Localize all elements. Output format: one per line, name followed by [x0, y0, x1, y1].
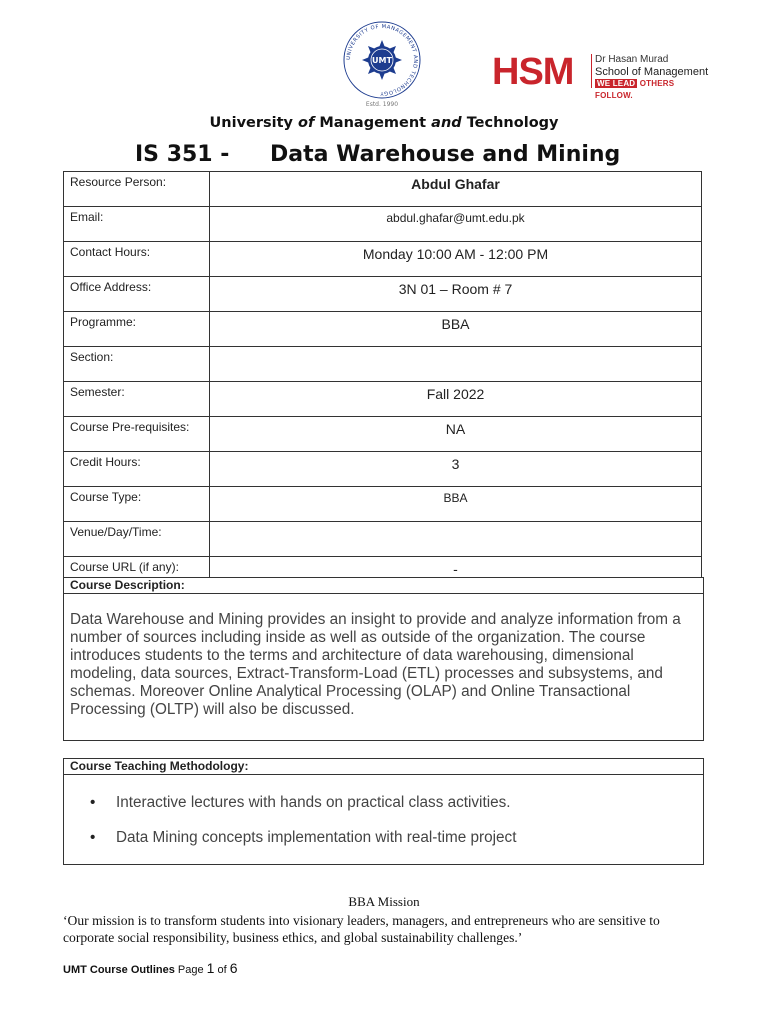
hsm-line1: Dr Hasan Murad — [595, 54, 669, 65]
methodology-item-text: Interactive lectures with hands on practical class activities. — [116, 794, 511, 811]
university-name — [0, 115, 768, 131]
table-row — [64, 172, 702, 207]
office-address-label: Office Address: — [64, 277, 210, 312]
mission-title: BBA Mission — [348, 894, 420, 909]
footer-page-word: Page — [174, 964, 207, 976]
hsm-tagline-lead: WE LEAD — [597, 79, 636, 88]
umt-ring-text: UNIVERSITY OF MANAGEMENT AND TECHNOLOGY — [345, 23, 419, 97]
contact-hours-value: Monday 10:00 AM - 12:00 PM — [210, 242, 702, 277]
resource-person-value: Abdul Ghafar — [210, 172, 702, 207]
umt-logo — [342, 20, 422, 110]
table-row — [64, 452, 702, 487]
venue-value — [210, 522, 702, 557]
course-url-value: - — [210, 557, 702, 592]
list-item — [64, 829, 703, 847]
credit-hours-label: Credit Hours: — [64, 452, 210, 487]
section-label: Section: — [64, 347, 210, 382]
footer-page-number: 1 — [206, 960, 215, 976]
hsm-tagline-follow: OTHERS FOLLOW. — [595, 79, 675, 100]
table-row — [64, 242, 702, 277]
table-row — [64, 382, 702, 417]
university-part3: Technology — [461, 115, 559, 131]
programme-value: BBA — [210, 312, 702, 347]
methodology-list — [64, 794, 703, 847]
bullet-icon: • — [90, 829, 96, 846]
footer-total-pages: 6 — [229, 960, 238, 976]
programme-label: Programme: — [64, 312, 210, 347]
teaching-methodology-box — [63, 758, 704, 865]
university-part2: Management — [314, 115, 432, 131]
table-row — [64, 417, 702, 452]
hsm-line2: School of Management — [595, 66, 709, 78]
table-row — [64, 312, 702, 347]
university-of: of — [298, 115, 315, 131]
email-label: Email: — [64, 207, 210, 242]
contact-hours-label: Contact Hours: — [64, 242, 210, 277]
methodology-item-text: Data Mining concepts implementation with real-time project — [116, 829, 517, 846]
table-row — [64, 347, 702, 382]
mission-text: ‘Our mission is to transform students into visionary leaders, managers, and entrepreneurs who are sensitive to corporate social responsibility, business ethics, and global sustainability challenges.’ — [63, 913, 660, 945]
footer-label: UMT Course Outlines — [63, 964, 175, 976]
course-description-box — [63, 577, 704, 741]
course-name: Data Warehouse and Mining — [270, 142, 621, 167]
hsm-mark-icon — [490, 48, 590, 94]
venue-label: Venue/Day/Time: — [64, 522, 210, 557]
hsm-mark-text: HSM — [492, 51, 574, 93]
hsm-text — [595, 54, 710, 102]
hsm-tagline — [595, 78, 710, 102]
credit-hours-value: 3 — [210, 452, 702, 487]
umt-established: Estd. 1990 — [365, 101, 399, 108]
course-type-value: BBA — [210, 487, 702, 522]
umt-seal-icon — [342, 20, 422, 110]
course-url-label: Course URL (if any): — [64, 557, 210, 592]
table-row — [64, 487, 702, 522]
office-address-value: 3N 01 – Room # 7 — [210, 277, 702, 312]
course-info-table — [63, 171, 702, 592]
prereq-label: Course Pre-requisites: — [64, 417, 210, 452]
section-value — [210, 347, 702, 382]
university-part1: University — [209, 115, 299, 131]
table-row — [64, 207, 702, 242]
teaching-methodology-heading: Course Teaching Methodology: — [64, 759, 703, 775]
email-value[interactable]: abdul.ghafar@umt.edu.pk — [210, 207, 702, 242]
course-description-text: Data Warehouse and Mining provides an insight to provide and analyze information from a number of sources including inside as well as outside of the organization. The course introduces students to the terms and architecture of data warehousing, dimensional modeling, data sources, Extract-Transform-Load (ETL) processes and subsystems, and schemas. Moreover Online Analytical Processing (OLAP) and Online Transactional Processing (OLTP) will also be discussed. — [70, 611, 681, 718]
hsm-divider — [591, 54, 592, 88]
table-row — [64, 522, 702, 557]
course-type-label: Course Type: — [64, 487, 210, 522]
umt-badge-text: UMT — [372, 56, 392, 65]
semester-value: Fall 2022 — [210, 382, 702, 417]
course-description-heading: Course Description: — [64, 578, 703, 594]
bullet-icon: • — [90, 794, 96, 811]
hsm-logo — [490, 48, 710, 100]
list-item — [64, 794, 703, 812]
table-row — [64, 277, 702, 312]
prereq-value: NA — [210, 417, 702, 452]
page-footer — [63, 960, 238, 976]
semester-label: Semester: — [64, 382, 210, 417]
resource-person-label: Resource Person: — [64, 172, 210, 207]
course-title — [135, 142, 620, 167]
footer-of-word: of — [214, 964, 230, 976]
university-and: and — [431, 115, 462, 131]
course-code: IS 351 - — [135, 142, 230, 167]
